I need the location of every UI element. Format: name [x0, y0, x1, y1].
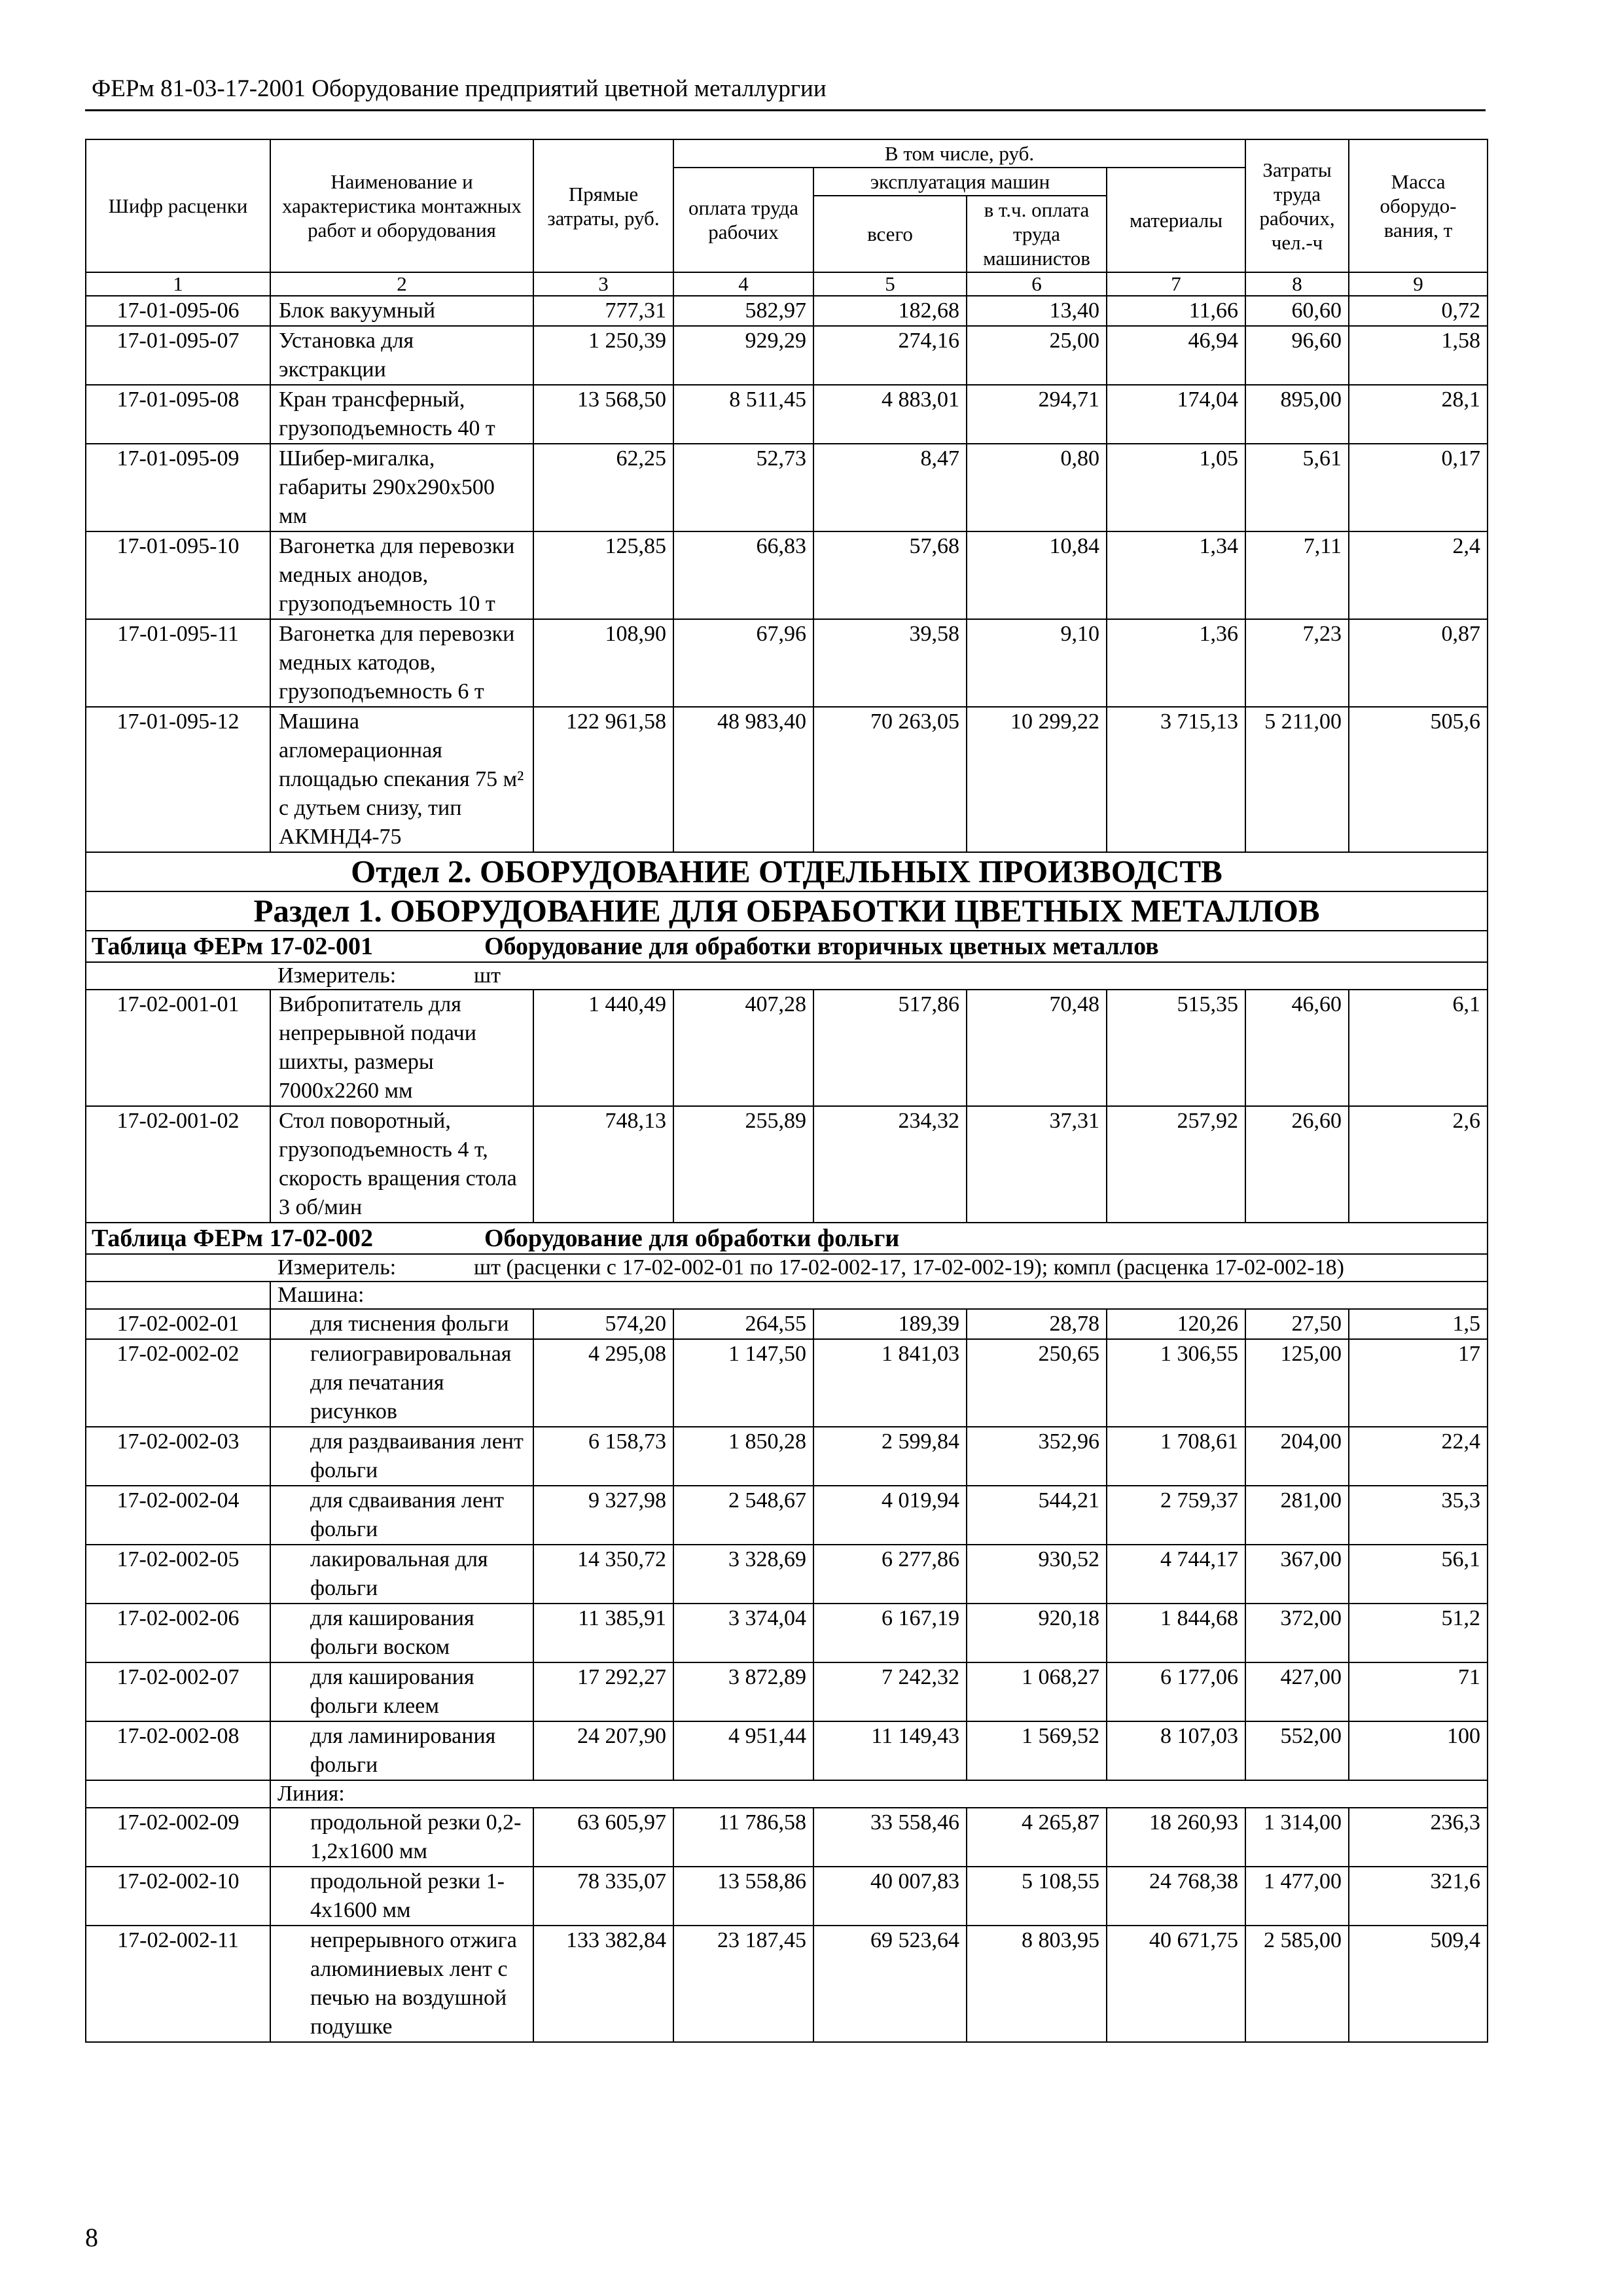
column-number: 3: [533, 272, 673, 296]
labor-hours: 5,61: [1245, 444, 1349, 531]
direct-cost: 63 605,97: [533, 1808, 673, 1867]
machine-cost: 57,68: [813, 531, 967, 619]
operators-wages: 70,48: [967, 990, 1107, 1106]
machine-cost: 40 007,83: [813, 1867, 967, 1926]
equipment-mass: 35,3: [1349, 1486, 1488, 1545]
operators-wages: 1 569,52: [967, 1721, 1107, 1780]
table-title: Оборудование для обработки вторичных цветных металлов: [484, 933, 1159, 960]
table-row: [86, 1604, 1488, 1662]
work-name: для раздваивания лент фольги: [270, 1427, 533, 1486]
labor-hours: 27,50: [1245, 1309, 1349, 1339]
section-title: Раздел 1. ОБОРУДОВАНИЕ ДЛЯ ОБРАБОТКИ ЦВЕТНЫХ МЕТАЛЛОВ: [86, 891, 1488, 931]
header-rule: [85, 109, 1486, 111]
direct-cost: 4 295,08: [533, 1339, 673, 1427]
column-number: 4: [673, 272, 813, 296]
direct-cost: 24 207,90: [533, 1721, 673, 1780]
meter-label: Измеритель:: [277, 1255, 397, 1280]
col-code-header: Шифр расценки: [86, 139, 270, 272]
work-name: непрерывного отжига алюминиевых лент с печью на воздушной подушке: [270, 1926, 533, 2042]
labor-hours: 46,60: [1245, 990, 1349, 1106]
labor-hours: 2 585,00: [1245, 1926, 1349, 2042]
rate-code: 17-01-095-10: [86, 531, 270, 619]
direct-cost: 574,20: [533, 1309, 673, 1339]
materials-cost: 2 759,37: [1107, 1486, 1245, 1545]
table-row: [86, 1427, 1488, 1486]
operators-wages: 28,78: [967, 1309, 1107, 1339]
table-row: [86, 1926, 1488, 2042]
workers-wages: 66,83: [673, 531, 813, 619]
table-17-02-001-heading: [86, 931, 1488, 990]
labor-hours: 895,00: [1245, 385, 1349, 444]
workers-wages: 4 951,44: [673, 1721, 813, 1780]
col-mach-total-header: всего: [813, 196, 967, 272]
equipment-mass: 0,87: [1349, 619, 1488, 707]
equipment-mass: 56,1: [1349, 1545, 1488, 1604]
rate-code: 17-02-002-08: [86, 1721, 270, 1780]
table-row: [86, 1662, 1488, 1721]
table-row: [86, 1106, 1488, 1223]
work-name: Блок вакуумный: [270, 296, 533, 326]
work-name: для каширования фольги воском: [270, 1604, 533, 1662]
direct-cost: 122 961,58: [533, 707, 673, 852]
col-materials-header: материалы: [1107, 168, 1245, 272]
department-title: Отдел 2. ОБОРУДОВАНИЕ ОТДЕЛЬНЫХ ПРОИЗВОДСТВ: [86, 852, 1488, 891]
column-numbers-row: [86, 272, 1488, 296]
direct-cost: 777,31: [533, 296, 673, 326]
machine-cost: 274,16: [813, 326, 967, 385]
workers-wages: 255,89: [673, 1106, 813, 1223]
equipment-mass: 321,6: [1349, 1867, 1488, 1926]
operators-wages: 10 299,22: [967, 707, 1107, 852]
direct-cost: 14 350,72: [533, 1545, 673, 1604]
machine-cost: 6 167,19: [813, 1604, 967, 1662]
table-row: [86, 1486, 1488, 1545]
equipment-mass: 28,1: [1349, 385, 1488, 444]
work-name: гелиогравировальная для печатания рисунков: [270, 1339, 533, 1427]
column-number: 8: [1245, 272, 1349, 296]
operators-wages: 25,00: [967, 326, 1107, 385]
equipment-mass: 505,6: [1349, 707, 1488, 852]
table-row: [86, 1309, 1488, 1339]
equipment-mass: 509,4: [1349, 1926, 1488, 2042]
table-row: [86, 1867, 1488, 1926]
direct-cost: 748,13: [533, 1106, 673, 1223]
labor-hours: 60,60: [1245, 296, 1349, 326]
workers-wages: 23 187,45: [673, 1926, 813, 2042]
work-name: Вибропитатель для непрерывной подачи шихты, размеры 7000х2260 мм: [270, 990, 533, 1106]
table-row: [86, 385, 1488, 444]
work-name: Кран трансферный, грузоподъемность 40 т: [270, 385, 533, 444]
table-row: [86, 444, 1488, 531]
rate-code: 17-02-002-06: [86, 1604, 270, 1662]
work-name: для сдваивания лент фольги: [270, 1486, 533, 1545]
machine-cost: 8,47: [813, 444, 967, 531]
rate-code: 17-02-002-09: [86, 1808, 270, 1867]
equipment-mass: 236,3: [1349, 1808, 1488, 1867]
running-header: ФЕРм 81-03-17-2001 Оборудование предприятий цветной металлургии: [92, 75, 827, 102]
labor-hours: 1 477,00: [1245, 1867, 1349, 1926]
department-block: [86, 852, 1488, 931]
workers-wages: 52,73: [673, 444, 813, 531]
workers-wages: 3 374,04: [673, 1604, 813, 1662]
materials-cost: 40 671,75: [1107, 1926, 1245, 2042]
materials-cost: 24 768,38: [1107, 1867, 1245, 1926]
work-name: Вагонетка для перевозки медных анодов, грузоподъемность 10 т: [270, 531, 533, 619]
table-row: [86, 531, 1488, 619]
materials-cost: 174,04: [1107, 385, 1245, 444]
col-mach-wages-header: в т.ч. оплата труда машинистов: [967, 196, 1107, 272]
rows-group-a: [86, 296, 1488, 852]
operators-wages: 544,21: [967, 1486, 1107, 1545]
table-row: [86, 707, 1488, 852]
work-name: Установка для экстракции: [270, 326, 533, 385]
labor-hours: 372,00: [1245, 1604, 1349, 1662]
machine-cost: 33 558,46: [813, 1808, 967, 1867]
machine-cost: 11 149,43: [813, 1721, 967, 1780]
machine-cost: 4 019,94: [813, 1486, 967, 1545]
operators-wages: 4 265,87: [967, 1808, 1107, 1867]
operators-wages: 13,40: [967, 296, 1107, 326]
materials-cost: 1 708,61: [1107, 1427, 1245, 1486]
direct-cost: 125,85: [533, 531, 673, 619]
workers-wages: 1 147,50: [673, 1339, 813, 1427]
labor-hours: 281,00: [1245, 1486, 1349, 1545]
workers-wages: 48 983,40: [673, 707, 813, 852]
rate-code: 17-02-002-11: [86, 1926, 270, 2042]
labor-hours: 7,11: [1245, 531, 1349, 619]
rate-code: 17-02-002-02: [86, 1339, 270, 1427]
machine-cost: 1 841,03: [813, 1339, 967, 1427]
column-number: 5: [813, 272, 967, 296]
work-name: продольной резки 0,2-1,2х1600 мм: [270, 1808, 533, 1867]
rate-code: 17-02-001-02: [86, 1106, 270, 1223]
rate-code: 17-02-002-07: [86, 1662, 270, 1721]
page-number: 8: [85, 2223, 98, 2252]
col-machines-header: эксплуатация машин: [813, 168, 1107, 196]
workers-wages: 2 548,67: [673, 1486, 813, 1545]
direct-cost: 11 385,91: [533, 1604, 673, 1662]
operators-wages: 930,52: [967, 1545, 1107, 1604]
machine-cost: 517,86: [813, 990, 967, 1106]
column-number: 6: [967, 272, 1107, 296]
direct-cost: 108,90: [533, 619, 673, 707]
col-incl-header: В том числе, руб.: [673, 139, 1245, 168]
materials-cost: 1 306,55: [1107, 1339, 1245, 1427]
work-name: Машина агломерационная площадью спекания 75 м² с дутьем снизу, тип АКМНД4-75: [270, 707, 533, 852]
materials-cost: 46,94: [1107, 326, 1245, 385]
rate-code: 17-02-001-01: [86, 990, 270, 1106]
direct-cost: 13 568,50: [533, 385, 673, 444]
rate-code: 17-02-002-01: [86, 1309, 270, 1339]
direct-cost: 133 382,84: [533, 1926, 673, 2042]
direct-cost: 6 158,73: [533, 1427, 673, 1486]
workers-wages: 8 511,45: [673, 385, 813, 444]
direct-cost: 78 335,07: [533, 1867, 673, 1926]
materials-cost: 1 844,68: [1107, 1604, 1245, 1662]
work-name: Стол поворотный, грузоподъемность 4 т, скорость вращения стола 3 об/мин: [270, 1106, 533, 1223]
materials-cost: 6 177,06: [1107, 1662, 1245, 1721]
materials-cost: 4 744,17: [1107, 1545, 1245, 1604]
work-name: продольной резки 1-4х1600 мм: [270, 1867, 533, 1926]
rate-code: 17-01-095-11: [86, 619, 270, 707]
direct-cost: 1 250,39: [533, 326, 673, 385]
materials-cost: 515,35: [1107, 990, 1245, 1106]
rows-group-c: [86, 1309, 1488, 1780]
materials-cost: 3 715,13: [1107, 707, 1245, 852]
table-row: [86, 1808, 1488, 1867]
table-row: [86, 619, 1488, 707]
machine-cost: 182,68: [813, 296, 967, 326]
table-row: [86, 1339, 1488, 1427]
col-labor-header: Затраты труда рабочих, чел.-ч: [1245, 139, 1349, 272]
labor-hours: 7,23: [1245, 619, 1349, 707]
table-title: Оборудование для обработки фольги: [484, 1225, 900, 1252]
labor-hours: 1 314,00: [1245, 1808, 1349, 1867]
materials-cost: 11,66: [1107, 296, 1245, 326]
workers-wages: 13 558,86: [673, 1867, 813, 1926]
column-number: 7: [1107, 272, 1245, 296]
materials-cost: 120,26: [1107, 1309, 1245, 1339]
labor-hours: 125,00: [1245, 1339, 1349, 1427]
operators-wages: 1 068,27: [967, 1662, 1107, 1721]
labor-hours: 5 211,00: [1245, 707, 1349, 852]
col-name-header: Наименование и характеристика монтажных работ и оборудования: [270, 139, 533, 272]
workers-wages: 1 850,28: [673, 1427, 813, 1486]
materials-cost: 1,36: [1107, 619, 1245, 707]
rate-code: 17-02-002-04: [86, 1486, 270, 1545]
work-name: для каширования фольги клеем: [270, 1662, 533, 1721]
materials-cost: 257,92: [1107, 1106, 1245, 1223]
col-direct-header: Прямые затраты, руб.: [533, 139, 673, 272]
direct-cost: 62,25: [533, 444, 673, 531]
machine-cost: 69 523,64: [813, 1926, 967, 2042]
machine-cost: 189,39: [813, 1309, 967, 1339]
labor-hours: 427,00: [1245, 1662, 1349, 1721]
rows-group-d: [86, 1808, 1488, 2042]
workers-wages: 407,28: [673, 990, 813, 1106]
materials-cost: 1,34: [1107, 531, 1245, 619]
rate-code: 17-01-095-08: [86, 385, 270, 444]
equipment-mass: 0,72: [1349, 296, 1488, 326]
labor-hours: 26,60: [1245, 1106, 1349, 1223]
rate-code: 17-02-002-10: [86, 1867, 270, 1926]
table-row: [86, 990, 1488, 1106]
work-name: лакировальная для фольги: [270, 1545, 533, 1604]
materials-cost: 8 107,03: [1107, 1721, 1245, 1780]
operators-wages: 9,10: [967, 619, 1107, 707]
equipment-mass: 51,2: [1349, 1604, 1488, 1662]
col-mass-header: Масса оборудо-вания, т: [1349, 139, 1488, 272]
rate-code: 17-01-095-09: [86, 444, 270, 531]
direct-cost: 9 327,98: [533, 1486, 673, 1545]
machine-cost: 6 277,86: [813, 1545, 967, 1604]
machine-cost: 2 599,84: [813, 1427, 967, 1486]
column-number: 9: [1349, 272, 1488, 296]
group-label-machine: Машина:: [270, 1282, 1488, 1309]
table-header: [86, 139, 1488, 296]
rows-group-b: [86, 990, 1488, 1223]
workers-wages: 3 872,89: [673, 1662, 813, 1721]
workers-wages: 3 328,69: [673, 1545, 813, 1604]
rates-table: [85, 139, 1488, 2043]
workers-wages: 11 786,58: [673, 1808, 813, 1867]
col-wages-header: оплата труда рабочих: [673, 168, 813, 272]
column-number: 1: [86, 272, 270, 296]
workers-wages: 67,96: [673, 619, 813, 707]
operators-wages: 0,80: [967, 444, 1107, 531]
machine-cost: 4 883,01: [813, 385, 967, 444]
table-row: [86, 296, 1488, 326]
rate-code: 17-02-002-03: [86, 1427, 270, 1486]
meter-value: шт: [474, 963, 501, 988]
equipment-mass: 100: [1349, 1721, 1488, 1780]
table-row: [86, 1721, 1488, 1780]
meter-value: шт (расценки с 17-02-002-01 по 17-02-002-17, 17-02-002-19); компл (расценка 17-02-002-18): [474, 1255, 1344, 1280]
operators-wages: 8 803,95: [967, 1926, 1107, 2042]
equipment-mass: 0,17: [1349, 444, 1488, 531]
materials-cost: 1,05: [1107, 444, 1245, 531]
rate-code: 17-01-095-06: [86, 296, 270, 326]
rate-code: 17-02-002-05: [86, 1545, 270, 1604]
labor-hours: 96,60: [1245, 326, 1349, 385]
operators-wages: 352,96: [967, 1427, 1107, 1486]
equipment-mass: 1,58: [1349, 326, 1488, 385]
table-row: [86, 326, 1488, 385]
workers-wages: 582,97: [673, 296, 813, 326]
labor-hours: 204,00: [1245, 1427, 1349, 1486]
machine-cost: 39,58: [813, 619, 967, 707]
operators-wages: 294,71: [967, 385, 1107, 444]
machine-cost: 234,32: [813, 1106, 967, 1223]
machine-cost: 70 263,05: [813, 707, 967, 852]
equipment-mass: 71: [1349, 1662, 1488, 1721]
labor-hours: 367,00: [1245, 1545, 1349, 1604]
operators-wages: 5 108,55: [967, 1867, 1107, 1926]
column-number: 2: [270, 272, 533, 296]
equipment-mass: 2,6: [1349, 1106, 1488, 1223]
work-name: для тиснения фольги: [270, 1309, 533, 1339]
machine-cost: 7 242,32: [813, 1662, 967, 1721]
rate-code: 17-01-095-07: [86, 326, 270, 385]
equipment-mass: 1,5: [1349, 1309, 1488, 1339]
meter-label: Измеритель:: [277, 963, 397, 988]
line-group-heading: [86, 1780, 1488, 1808]
equipment-mass: 6,1: [1349, 990, 1488, 1106]
materials-cost: 18 260,93: [1107, 1808, 1245, 1867]
equipment-mass: 22,4: [1349, 1427, 1488, 1486]
table-row: [86, 1545, 1488, 1604]
table-17-02-002-heading: [86, 1223, 1488, 1309]
direct-cost: 17 292,27: [533, 1662, 673, 1721]
operators-wages: 920,18: [967, 1604, 1107, 1662]
equipment-mass: 2,4: [1349, 531, 1488, 619]
labor-hours: 552,00: [1245, 1721, 1349, 1780]
operators-wages: 10,84: [967, 531, 1107, 619]
operators-wages: 37,31: [967, 1106, 1107, 1223]
direct-cost: 1 440,49: [533, 990, 673, 1106]
workers-wages: 929,29: [673, 326, 813, 385]
group-label-line: Линия:: [270, 1780, 1488, 1808]
work-name: Вагонетка для перевозки медных катодов, грузоподъемность 6 т: [270, 619, 533, 707]
workers-wages: 264,55: [673, 1309, 813, 1339]
operators-wages: 250,65: [967, 1339, 1107, 1427]
table-label: Таблица ФЕРм 17-02-002: [92, 1225, 373, 1252]
work-name: Шибер-мигалка, габариты 290х290х500 мм: [270, 444, 533, 531]
rate-code: 17-01-095-12: [86, 707, 270, 852]
table-label: Таблица ФЕРм 17-02-001: [92, 933, 373, 960]
work-name: для ламинирования фольги: [270, 1721, 533, 1780]
equipment-mass: 17: [1349, 1339, 1488, 1427]
